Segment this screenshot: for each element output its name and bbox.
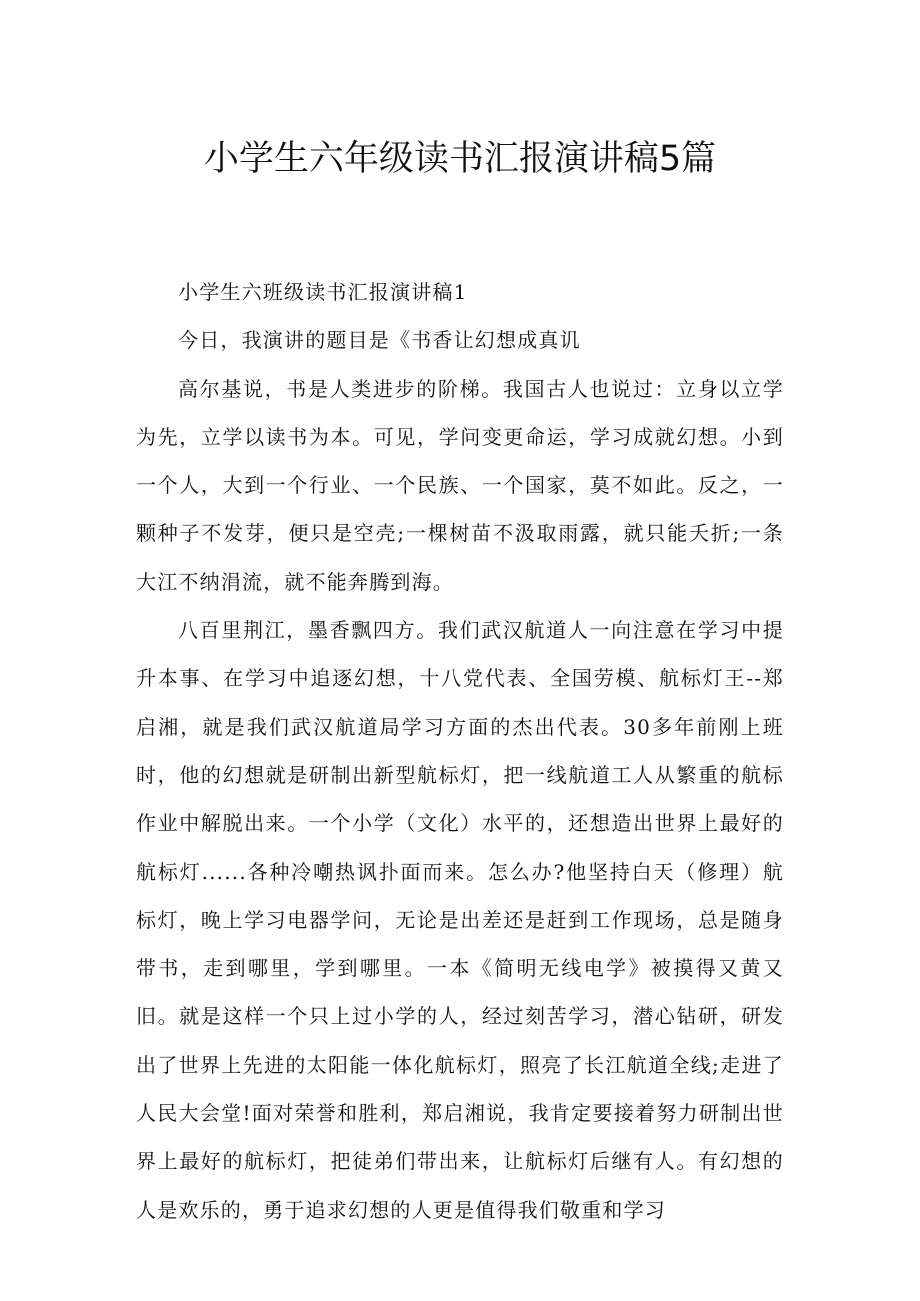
paragraph-jingjiang: 八百里荆江，墨香飘四方。我们武汉航道人一向注意在学习中提升本事、在学习中追逐幻想，十八党代表、全国劳模、航标灯王--郑启湘，就是我们武汉航道局学习方面的杰出代表。30多年前刚上班时，他的幻想就是研制出新型航标灯，把一线航道工人从繁重的航标作业中解脱出来。一个小学（文化）水平的，还想造出世界上最好的航标灯......各种冷嘲热讽扑面而来。怎么办?他坚持白天（修理）航标灯，晚上学习电器学问，无论是出差还是赶到工作现场，总是随身带书，走到哪里，学到哪里。一本《简明无线电学》被摸得又黄又旧。就是这样一个只上过小学的人，经过刻苦学习，潜心钻研，研发出了世界上先进的太阳能一体化航标灯，照亮了长江航道全线;走进了人民大会堂!面对荣誉和胜利，郑启湘说，我肯定要接着努力研制出世界上最好的航标灯，把徒弟们带出来，让航标灯后继有人。有幻想的人是欢乐的，勇于追求幻想的人更是值得我们敬重和学习 [136,618,784,1222]
paragraph-gorky: 高尔基说，书是人类进步的阶梯。我国古人也说过：立身以立学为先，立学以读书为本。可见，学问变更命运，学习成就幻想。小到一个人，大到一个行业、一个民族、一个国家，莫不如此。反之，一颗种子不发芽，便只是空壳;一棵树苗不汲取雨露，就只能夭折;一条大江不纳涓流，就不能奔腾到海。 [136,376,784,594]
section-heading: 小学生六班级读书汇报演讲稿1 [178,280,468,304]
document-body [136,268,784,1234]
paragraph-intro: 今日，我演讲的题目是《书香让幻想成真讥 [178,328,581,353]
document-title: 小学生六年级读书汇报演讲稿5篇 [203,139,717,179]
